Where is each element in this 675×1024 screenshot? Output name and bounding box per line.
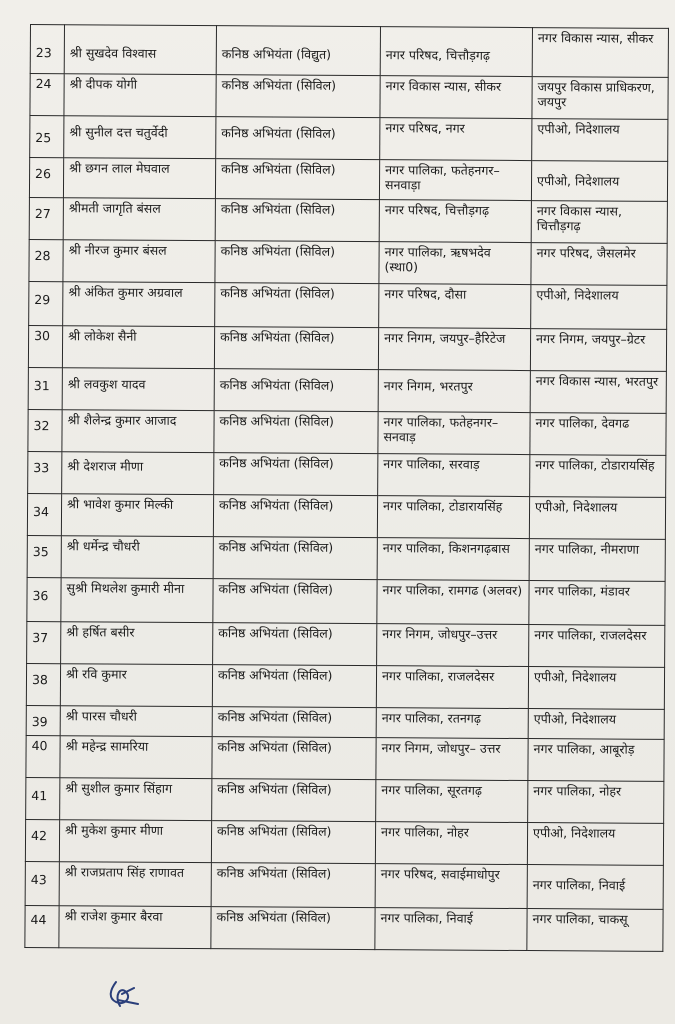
table-row [25,905,663,951]
new-posting: एपीओ, निदेशालय [528,709,664,740]
employee-name: श्रीमती जागृति बंसल [63,198,215,241]
table-row [26,663,664,709]
employee-name: श्री छगन लाल मेघवाल [63,158,215,199]
current-posting: नगर पालिका, ऋषभदेव (स्था0) [379,242,531,285]
current-posting: नगर पालिका, फतेहनगर–सनवाड़ [378,412,530,455]
designation: कनिष्ठ अभियंता (सिविल) [216,75,380,118]
current-posting: नगर पालिका, रामगढ (अलवर) [377,580,529,625]
serial-number: 32 [28,409,62,451]
new-posting: नगर पालिका, मंडावर [529,581,665,626]
designation: कनिष्ठ अभियंता (सिविल) [212,665,376,708]
current-posting: नगर परिषद, सवाईमाधोपुर [375,864,527,909]
serial-number: 37 [27,621,61,663]
serial-number: 41 [26,777,60,819]
current-posting: नगर परिषद, चित्तौड़गढ़ [380,27,532,77]
employee-name: श्री लोकेश सैनी [62,326,214,369]
table-row [28,409,666,455]
new-posting: एपीओ, निदेशालय [527,823,663,866]
new-posting: एपीओ, निदेशालय [528,667,664,710]
table-row [30,74,668,120]
new-posting: नगर पालिका, टोडारायसिंह [530,455,666,498]
employee-name: श्री लवकुश यादव [62,368,214,411]
serial-number: 42 [25,819,59,861]
designation: कनिष्ठ अभियंता (सिविल) [212,707,376,738]
serial-number: 39 [26,705,60,735]
designation: कनिष्ठ अभियंता (सिविल) [212,737,376,780]
table-row [28,451,666,497]
new-posting: एपीओ, निदेशालय [531,285,667,330]
employee-name: श्री महेन्द्र सामरिया [60,736,212,779]
table-row [27,621,665,667]
designation: कनिष्ठ अभियंता (सिविल) [215,159,379,200]
current-posting: नगर परिषद, दौसा [379,284,531,329]
table-row [25,861,663,909]
employee-name: श्री शैलेन्द्र कुमार आजाद [62,410,214,453]
employee-name: श्री सुनील दत्त चतुर्वेदी [64,116,216,159]
new-posting: नगर पालिका, देवगढ [530,413,666,456]
serial-number: 33 [28,451,62,493]
table-row [25,819,663,865]
table-row [27,577,665,625]
designation: कनिष्ठ अभियंता (सिविल) [213,623,377,666]
serial-number: 25 [30,116,64,158]
employee-name: श्री सुखदेव विश्वास [64,25,216,75]
current-posting: नगर निगम, जोधपुर–उत्तर [377,624,529,667]
table-row [26,735,664,781]
serial-number: 28 [29,239,63,281]
employee-name: श्री हर्षित बसीर [61,622,213,665]
table-row [26,777,664,823]
employee-name: श्री धर्मेन्द्र चौधरी [61,536,213,579]
serial-number: 38 [26,663,60,705]
designation: कनिष्ठ अभियंता (सिविल) [215,241,379,284]
employee-name: श्री रवि कुमार [60,664,212,707]
designation: कनिष्ठ अभियंता (सिविल) [215,283,379,328]
new-posting: एपीओ, निदेशालय [531,161,667,202]
current-posting: नगर विकास न्यास, सीकर [380,76,532,119]
serial-number: 36 [27,577,61,621]
table-row [27,493,665,539]
table-row [29,239,667,285]
table-row [30,25,668,78]
employee-name: श्री सुशील कुमार सिंहाग [60,778,212,821]
current-posting: नगर पालिका, फतेहनगर–सनवाड़ा [379,160,531,201]
signature-mark [104,976,144,1016]
new-posting: नगर निगम, जयपुर–ग्रेटर [530,329,666,372]
employee-name: श्री देशराज मीणा [62,452,214,495]
serial-number: 24 [30,74,64,116]
new-posting: नगर पालिका, चाकसू [527,909,663,952]
table-row [27,535,665,581]
table-row [28,367,666,413]
table-row [29,281,667,329]
employee-name: श्री पारस चौधरी [60,706,212,737]
designation: कनिष्ठ अभियंता (सिविल) [212,779,376,822]
current-posting: नगर परिषद, नगर [380,118,532,161]
designation: कनिष्ठ अभियंता (सिविल) [215,199,379,242]
employee-name: श्री भावेश कुमार मिल्की [61,494,213,537]
designation: कनिष्ठ अभियंता (सिविल) [214,453,378,496]
table-row [29,158,667,202]
new-posting: नगर परिषद, जैसलमेर [531,243,667,286]
table-row [30,116,668,162]
employee-name: श्री राजप्रताप सिंह राणावत [59,862,211,907]
current-posting: नगर पालिका, किशनगढ़बास [377,538,529,581]
serial-number: 44 [25,905,59,947]
current-posting: नगर पालिका, रतनगढ़ [376,708,528,739]
new-posting: नगर पालिका, नोहर [528,781,664,824]
serial-number: 27 [29,197,63,239]
current-posting: नगर परिषद, चित्तौड़गढ़ [379,200,531,243]
new-posting: नगर विकास न्यास, चित्तौड़गढ़ [531,201,667,244]
new-posting: जयपुर विकास प्राधिकरण, जयपुर [532,77,668,120]
table-row [28,325,666,371]
new-posting: एपीओ, निदेशालय [529,497,665,540]
table-row [26,705,664,739]
designation: कनिष्ठ अभियंता (विद्युत) [216,26,380,76]
serial-number: 35 [27,535,61,577]
employee-name: श्री राजेश कुमार बैरवा [59,906,211,949]
designation: कनिष्ठ अभियंता (सिविल) [213,495,377,538]
designation: कनिष्ठ अभियंता (सिविल) [214,369,378,412]
serial-number: 43 [25,861,59,905]
employee-name: श्री मुकेश कुमार मीणा [59,820,211,863]
employee-name: सुश्री मिथलेश कुमारी मीना [61,578,213,623]
serial-number: 29 [29,281,63,325]
current-posting: नगर पालिका, नोहर [375,822,527,865]
designation: कनिष्ठ अभियंता (सिविल) [214,327,378,370]
table-row [29,197,667,243]
transfer-table [24,24,669,952]
employee-name: श्री अंकित कुमार अग्रवाल [63,282,215,327]
new-posting: नगर विकास न्यास, भरतपुर [530,371,666,414]
designation: कनिष्ठ अभियंता (सिविल) [214,411,378,454]
serial-number: 23 [30,25,64,74]
current-posting: नगर निगम, जोधपुर– उत्तर [376,738,528,781]
serial-number: 31 [28,367,62,409]
designation: कनिष्ठ अभियंता (सिविल) [213,579,377,624]
new-posting: नगर पालिका, राजलदेसर [529,625,665,668]
designation: कनिष्ठ अभियंता (सिविल) [211,863,375,908]
serial-number: 26 [29,158,63,198]
new-posting: नगर विकास न्यास, सीकर [532,28,668,78]
new-posting: नगर पालिका, आबूरोड़ [528,739,664,782]
current-posting: नगर पालिका, टोडारायसिंह [377,496,529,539]
serial-number: 30 [28,325,62,367]
current-posting: नगर पालिका, निवाई [375,908,527,951]
new-posting: नगर पालिका, निवाई [527,865,663,910]
employee-name: श्री दीपक योगी [64,74,216,117]
employee-name: श्री नीरज कुमार बंसल [63,240,215,283]
designation: कनिष्ठ अभियंता (सिविल) [213,537,377,580]
current-posting: नगर पालिका, सूरतगढ़ [376,780,528,823]
current-posting: नगर पालिका, सरवाड़ [378,454,530,497]
current-posting: नगर निगम, जयपुर–हैरिटेज [378,328,530,371]
designation: कनिष्ठ अभियंता (सिविल) [216,117,380,160]
current-posting: नगर निगम, भरतपुर [378,370,530,413]
current-posting: नगर पालिका, राजलदेसर [376,666,528,709]
designation: कनिष्ठ अभियंता (सिविल) [211,821,375,864]
new-posting: एपीओ, निदेशालय [532,119,668,162]
serial-number: 40 [26,735,60,777]
designation: कनिष्ठ अभियंता (सिविल) [211,907,375,950]
new-posting: नगर पालिका, नीमराणा [529,539,665,582]
serial-number: 34 [27,493,61,535]
